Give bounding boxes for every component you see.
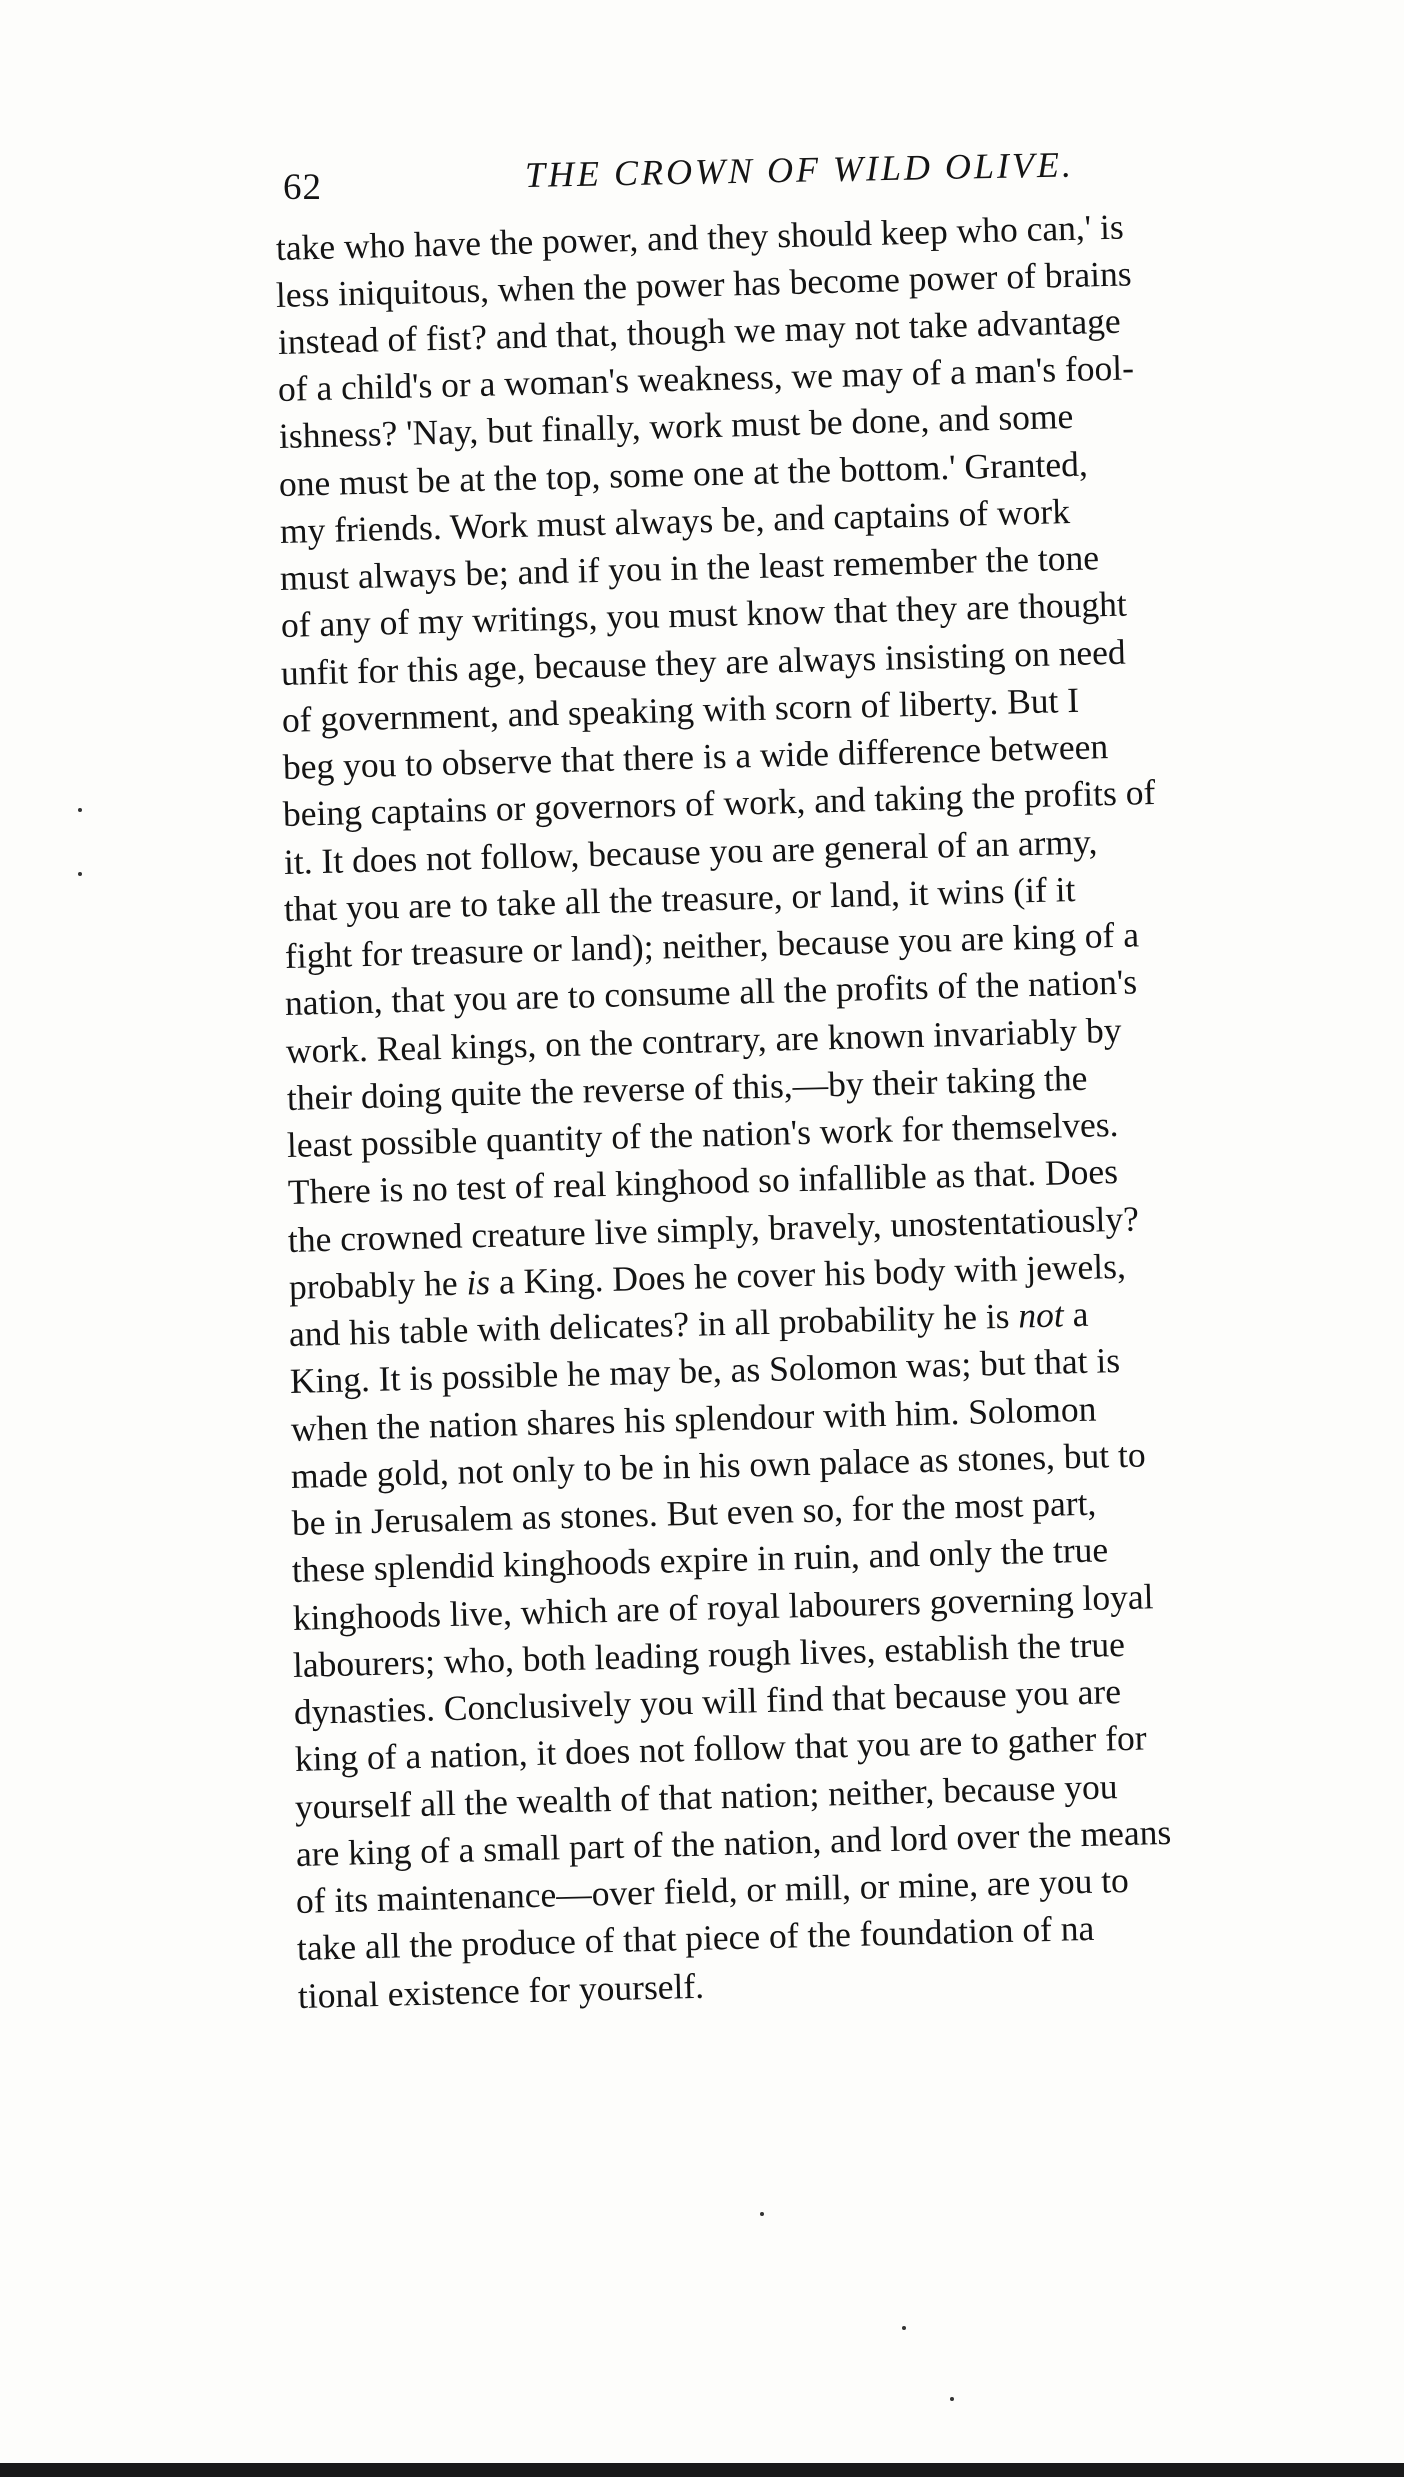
text-line: of a child's or a woman's weakness, we may of a man's fool- — [277, 347, 1135, 409]
text-line: instead of fist? and that, though we may not take advantage — [277, 300, 1122, 362]
text-line: are king of a small part of the nation, and lord over the means — [295, 1811, 1172, 1874]
text-line: nation, that you are to consume all the profits of the nation's — [284, 961, 1138, 1023]
text-line: King. It is possible he may be, as Solomon was; but that is — [289, 1339, 1121, 1401]
text-line: king of a nation, it does not follow that you are to gather for — [294, 1717, 1148, 1779]
text-line: when the nation shares his splendour with him. Solomon — [290, 1388, 1097, 1449]
print-speck — [78, 808, 82, 812]
text-line: take who have the power, and they should keep who can,' is — [275, 206, 1125, 268]
text-line: one must be at the top, some one at the bottom.' Granted, — [278, 443, 1089, 504]
text-line: made gold, not only to be in his own palace as stones, but to — [290, 1434, 1147, 1496]
print-speck — [902, 2326, 906, 2330]
text-line: of its maintenance—over field, or mill, or mine, are you to — [295, 1859, 1130, 1921]
text-line: kinghoods live, which are of royal labourers governing loyal — [292, 1576, 1154, 1638]
text-line: take all the produce of that piece of the foundation of na — [296, 1907, 1095, 1968]
text-line: it. It does not follow, because you are general of an army, — [283, 821, 1098, 882]
body-text — [270, 206, 1400, 2024]
book-title: THE CROWN OF WILD OLIVE. — [524, 144, 1075, 195]
text-line: less iniquitous, when the power has become power of brains — [275, 253, 1132, 315]
text-line: my friends. Work must always be, and captains of work — [279, 491, 1071, 551]
text-line: and his table with delicates? in all probability he is not a — [288, 1293, 1089, 1354]
text-line: their doing quite the reverse of this,—by their taking the — [286, 1057, 1088, 1118]
print-speck — [950, 2397, 954, 2401]
text-line: beg you to observe that there is a wide difference between — [282, 726, 1109, 787]
text-line: yourself all the wealth of that nation; neither, because you — [294, 1766, 1118, 1827]
text-line: work. Real kings, on the contrary, are known invariably by — [285, 1009, 1122, 1071]
text-line: of any of my writings, you must know that they are thought — [280, 583, 1128, 645]
text-line: of government, and speaking with scorn of liberty. But I — [281, 679, 1080, 740]
text-line: fight for treasure or land); neither, because you are king of a — [284, 914, 1140, 976]
text-line: dynasties. Conclusively you will find that because you are — [293, 1671, 1122, 1732]
print-speck — [760, 2212, 764, 2216]
text-line: probably he is a King. Does he cover his body with jewels, — [288, 1245, 1127, 1307]
text-line: be in Jerusalem as stones. But even so, for the most part, — [291, 1482, 1097, 1543]
text-line: There is no test of real kinghood so infallible as that. Does — [287, 1151, 1119, 1212]
text-line: that you are to take all the treasure, or land, it wins (if it — [283, 868, 1076, 929]
page-number: 62 — [283, 167, 322, 208]
text-line: being captains or governors of work, and taking the profits of — [282, 771, 1156, 834]
text-line: labourers; who, both leading rough lives, establish the true — [292, 1623, 1126, 1685]
print-speck — [78, 872, 82, 876]
text-line: unfit for this age, because they are always insisting on need — [280, 631, 1127, 693]
page-bottom-edge — [0, 2463, 1404, 2477]
text-line: least possible quantity of the nation's work for themselves. — [286, 1103, 1119, 1165]
text-line: these splendid kinghoods expire in ruin, and only the true — [291, 1529, 1109, 1590]
text-line: tional existence for yourself. — [297, 1965, 705, 2016]
text-line: must always be; and if you in the least remember the tone — [279, 537, 1100, 598]
text-line: ishness? 'Nay, but finally, work must be done, and some — [278, 395, 1074, 456]
text-line: the crowned creature live simply, bravely, unostentatiously? — [287, 1198, 1140, 1260]
